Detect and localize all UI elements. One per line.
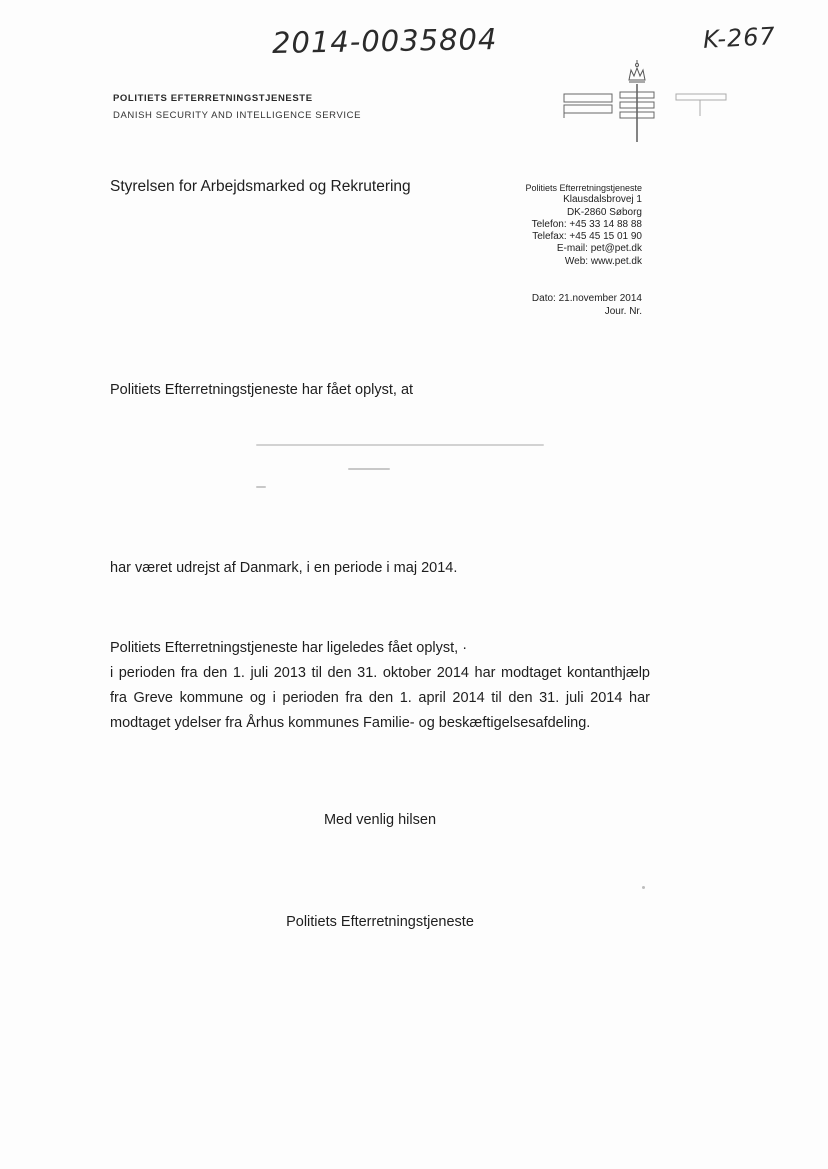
body-line: i perioden fra den 1. juli 2013 til den 31. oktober 2014 har modtaget kontanthjælp [110,665,650,681]
body-line: fra Greve kommune og i perioden fra den 1. april 2014 til den 31. juli 2014 har [110,690,650,706]
redaction-mark [256,444,544,446]
redaction-mark [256,486,266,488]
travel-paragraph: har været udrejst af Danmark, i en periode i maj 2014. [110,560,458,576]
sender-fax: Telefax: +45 45 15 01 90 [532,231,642,243]
crown-icon [629,60,645,82]
pet-logo-graphic [560,58,730,148]
letterhead-agency [113,90,361,124]
closing-greeting: Med venlig hilsen [323,812,437,828]
sender-email: E-mail: pet@pet.dk [556,243,642,255]
sender-web: Web: www.pet.dk [564,255,642,267]
recipient-name: Styrelsen for Arbejdsmarked og Rekrutering [110,178,411,195]
agency-name-danish: POLITIETS EFTERRETNINGSTJENESTE [113,93,313,104]
sender-city: DK-2860 Søborg [566,206,642,218]
date-block [532,292,642,318]
handwritten-journal-number: 2014-0035804 [271,22,498,60]
closing-signature: Politiets Efterretningstjeneste [286,914,474,930]
letter-date: Dato: 21.november 2014 [531,293,642,304]
sender-street: Klausdalsbrovej 1 [563,194,642,206]
body-line: Politiets Efterretningstjeneste har ligeledes fået oplyst, · [110,640,468,656]
journal-number: Jour. Nr. [604,306,642,317]
pet-logo [560,58,730,153]
body-line: modtaget ydelser fra Århus kommunes Familie- og beskæftigelsesafdeling. [110,715,591,731]
sender-name: Politiets Efterretningstjeneste [525,183,642,193]
agency-name-english: DANISH SECURITY AND INTELLIGENCE SERVICE [113,110,362,121]
sender-phone: Telefon: +45 33 14 88 88 [531,218,642,230]
intro-paragraph: Politiets Efterretningstjeneste har fået oplyst, at [110,382,414,398]
redaction-mark [348,468,390,470]
sender-address [525,182,642,268]
scan-speck [642,886,645,889]
handwritten-reference: K-267 [702,22,777,54]
benefits-paragraph [110,636,650,736]
